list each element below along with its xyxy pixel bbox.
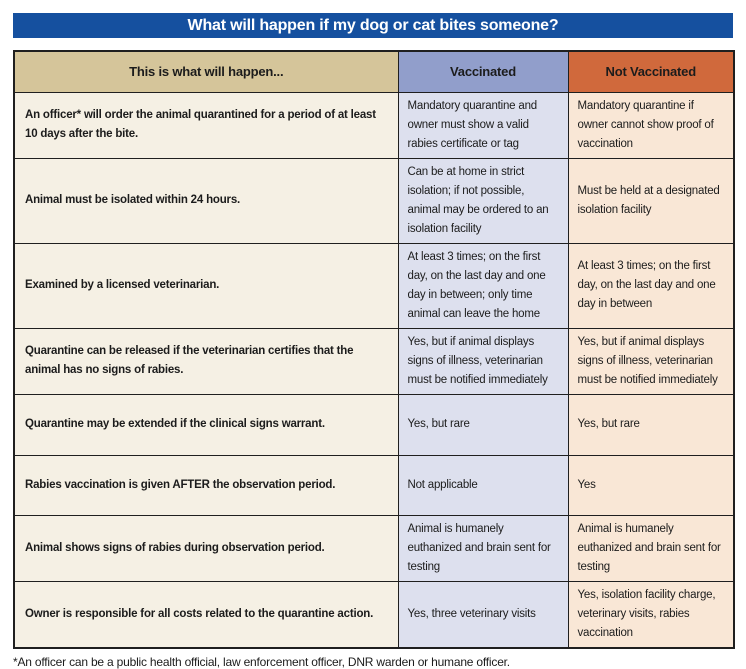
cell-vaccinated: Yes, but if animal displays signs of illness, veterinarian must be notified immediately [398,328,568,394]
cell-not-vaccinated: Yes, isolation facility charge, veterinary visits, rabies vaccination [568,581,734,648]
table-row [14,515,734,581]
cell-what: Quarantine can be released if the veterinarian certifies that the animal has no signs of rabies. [14,328,398,394]
column-header-vaccinated: Vaccinated [398,51,568,92]
cell-what: Examined by a licensed veterinarian. [14,243,398,328]
table-row [14,243,734,328]
column-header-not-vaccinated: Not Vaccinated [568,51,734,92]
cell-not-vaccinated: Yes, but rare [568,394,734,455]
cell-vaccinated: At least 3 times; on the first day, on the last day and one day in between; only time animal can leave the home [398,243,568,328]
table-row [14,394,734,455]
cell-not-vaccinated: Yes, but if animal displays signs of illness, veterinarian must be notified immediately [568,328,734,394]
cell-not-vaccinated: Mandatory quarantine if owner cannot show proof of vaccination [568,92,734,158]
cell-vaccinated: Animal is humanely euthanized and brain sent for testing [398,515,568,581]
cell-vaccinated: Yes, three veterinary visits [398,581,568,648]
table-row [14,581,734,648]
cell-not-vaccinated: Must be held at a designated isolation facility [568,158,734,243]
title-bar [13,13,733,38]
cell-what: Rabies vaccination is given AFTER the observation period. [14,455,398,515]
cell-what: An officer* will order the animal quarantined for a period of at least 10 days after the bite. [14,92,398,158]
table-body [14,92,734,648]
table-row [14,158,734,243]
cell-not-vaccinated: At least 3 times; on the first day, on the last day and one day in between [568,243,734,328]
table-row [14,92,734,158]
cell-what: Animal shows signs of rabies during observation period. [14,515,398,581]
cell-what: Quarantine may be extended if the clinical signs warrant. [14,394,398,455]
cell-what: Animal must be isolated within 24 hours. [14,158,398,243]
footnote: *An officer can be a public health official, law enforcement officer, DNR warden or humane officer. [13,654,510,669]
cell-not-vaccinated: Yes [568,455,734,515]
cell-vaccinated: Yes, but rare [398,394,568,455]
table-header-row [14,51,734,92]
cell-vaccinated: Mandatory quarantine and owner must show a valid rabies certificate or tag [398,92,568,158]
cell-vaccinated: Can be at home in strict isolation; if not possible, animal may be ordered to an isolation facility [398,158,568,243]
cell-vaccinated: Not applicable [398,455,568,515]
table-row [14,328,734,394]
cell-not-vaccinated: Animal is humanely euthanized and brain sent for testing [568,515,734,581]
bite-consequences-table [13,50,735,649]
column-header-what: This is what will happen... [14,51,398,92]
table-row [14,455,734,515]
cell-what: Owner is responsible for all costs related to the quarantine action. [14,581,398,648]
page-title: What will happen if my dog or cat bites someone? [187,16,559,34]
